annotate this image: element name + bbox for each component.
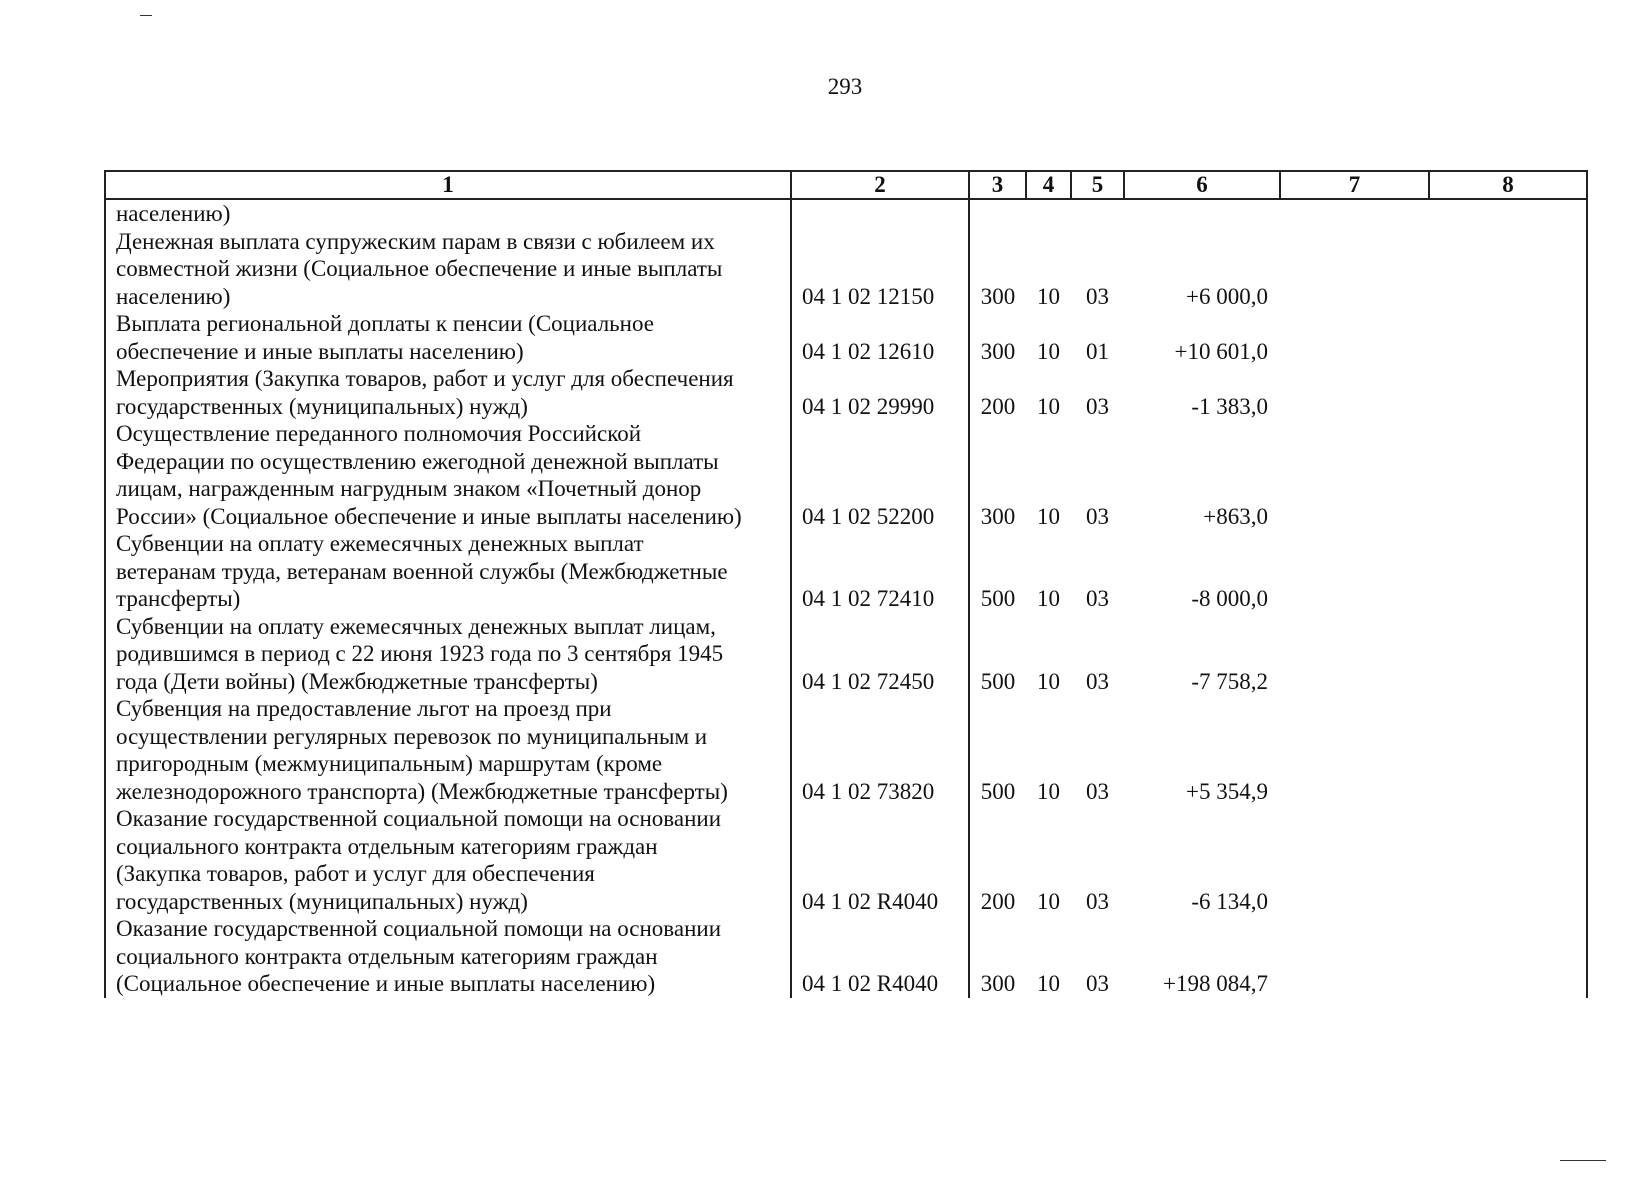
table-row [105,530,1587,613]
table-row [105,228,1587,311]
row-col-8 [1429,805,1587,915]
row-col-7 [1280,228,1429,311]
column-header-3: 3 [969,171,1026,199]
row-amount: +198 084,7 [1163,971,1268,996]
budget-table-container [104,170,1586,998]
row-target-code: 04 1 02 72450 [791,613,969,696]
row-section: 10 [1037,971,1060,996]
row-description: Субвенции на оплату ежемесячных денежных выплат лицам, родившимся в период с 22 июня 1923 года по 3 сентября 1945 года (Дети войны) (Межбюджетные трансферты) [105,613,791,696]
row-description: Мероприятия (Закупка товаров, работ и услуг для обеспечения государственных (муниципальных) нужд) [105,365,791,420]
row-subsection: 03 [1086,503,1109,529]
row-subsection [1071,199,1124,228]
row-amount: +863,0 [1203,503,1268,529]
row-section: 10 [1037,338,1060,364]
row-col-8 [1429,915,1587,998]
row-target-code: 04 1 02 72410 [791,530,969,613]
row-col-7 [1280,915,1429,998]
row-description: Выплата региональной доплаты к пенсии (Социальное обеспечение и иные выплаты населению) [105,310,791,365]
row-col-7 [1280,310,1429,365]
row-section: 10 [1037,888,1060,914]
row-subsection: 03 [1086,393,1109,419]
column-header-6: 6 [1124,171,1280,199]
row-amount: +10 601,0 [1174,338,1268,364]
row-col-7 [1280,365,1429,420]
row-section: 10 [1037,586,1060,611]
row-amount [1124,199,1280,228]
row-description: Субвенция на предоставление льгот на проезд при осуществлении регулярных перевозок по муниципальным и пригородным (межмуниципальным) маршрутам (кроме железнодорожного транспорта) (Межбюджетные трансферты) [105,695,791,805]
row-subsection: 03 [1086,668,1109,694]
row-col-8 [1429,420,1587,530]
row-col-8 [1429,199,1587,228]
column-header-2: 2 [791,171,969,199]
row-section: 10 [1037,393,1060,419]
row-amount: -6 134,0 [1191,888,1268,914]
table-row [105,613,1587,696]
row-expense-type: 200 [969,805,1026,915]
row-subsection: 03 [1086,971,1109,996]
row-col-8 [1429,365,1587,420]
row-section: 10 [1037,503,1060,529]
row-expense-type: 300 [969,915,1026,998]
row-col-7 [1280,199,1429,228]
table-row [105,915,1587,998]
table-row [105,695,1587,805]
row-description: Оказание государственной социальной помощи на основании социального контракта отдельным категориям граждан (Закупка товаров, работ и услуг для обеспечения государственных (муниципальных) нужд) [105,805,791,915]
table-row [105,420,1587,530]
row-amount: +6 000,0 [1186,283,1268,309]
column-header-8: 8 [1429,171,1587,199]
row-col-8 [1429,695,1587,805]
row-expense-type: 300 [969,310,1026,365]
row-target-code: 04 1 02 29990 [791,365,969,420]
row-col-7 [1280,805,1429,915]
row-target-code: 04 1 02 12150 [791,228,969,311]
row-col-8 [1429,613,1587,696]
row-col-8 [1429,310,1587,365]
budget-table [104,170,1588,998]
row-target-code: 04 1 02 12610 [791,310,969,365]
page-number: 293 [827,74,863,99]
row-amount: -8 000,0 [1191,586,1268,611]
row-col-7 [1280,695,1429,805]
row-subsection: 03 [1086,888,1109,914]
row-col-8 [1429,228,1587,311]
column-header-4: 4 [1026,171,1071,199]
row-section [1026,199,1071,228]
scan-mark [1560,1160,1606,1161]
column-header-1: 1 [105,171,791,199]
row-col-7 [1280,530,1429,613]
row-description: Денежная выплата супружеским парам в связи с юбилеем их совместной жизни (Социальное обеспечение и иные выплаты населению) [105,228,791,311]
row-amount: +5 354,9 [1186,778,1268,804]
row-expense-type: 500 [969,613,1026,696]
row-subsection: 03 [1086,778,1109,804]
row-section: 10 [1037,283,1060,309]
column-header-7: 7 [1280,171,1429,199]
table-header-row [105,171,1587,199]
table-row [105,310,1587,365]
row-subsection: 01 [1086,338,1109,364]
row-expense-type: 300 [969,420,1026,530]
row-target-code [791,199,969,228]
row-description: Осуществление переданного полномочия Российской Федерации по осуществлению ежегодной денежной выплаты лицам, награжденным нагрудным знаком «Почетный донор России» (Социальное обеспечение и иные выплаты населению) [105,420,791,530]
scan-mark [140,15,152,16]
row-subsection: 03 [1086,586,1109,611]
row-col-7 [1280,420,1429,530]
row-col-8 [1429,530,1587,613]
row-expense-type: 500 [969,695,1026,805]
row-description: населению) [105,199,791,228]
row-target-code: 04 1 02 R4040 [791,805,969,915]
row-section: 10 [1037,778,1060,804]
table-row [105,199,1587,228]
row-expense-type [969,199,1026,228]
column-header-5: 5 [1071,171,1124,199]
row-amount: -1 383,0 [1191,393,1268,419]
row-expense-type: 500 [969,530,1026,613]
row-section: 10 [1037,668,1060,694]
row-subsection: 03 [1086,283,1109,309]
row-expense-type: 200 [969,365,1026,420]
row-target-code: 04 1 02 R4040 [791,915,969,998]
row-col-7 [1280,613,1429,696]
table-row [105,365,1587,420]
table-row [105,805,1587,915]
row-target-code: 04 1 02 52200 [791,420,969,530]
row-description: Оказание государственной социальной помощи на основании социального контракта отдельным категориям граждан (Социальное обеспечение и иные выплаты населению) [105,915,791,998]
row-expense-type: 300 [969,228,1026,311]
row-amount: -7 758,2 [1191,668,1268,694]
row-target-code: 04 1 02 73820 [791,695,969,805]
row-description: Субвенции на оплату ежемесячных денежных выплат ветеранам труда, ветеранам военной службы (Межбюджетные трансферты) [105,530,791,613]
